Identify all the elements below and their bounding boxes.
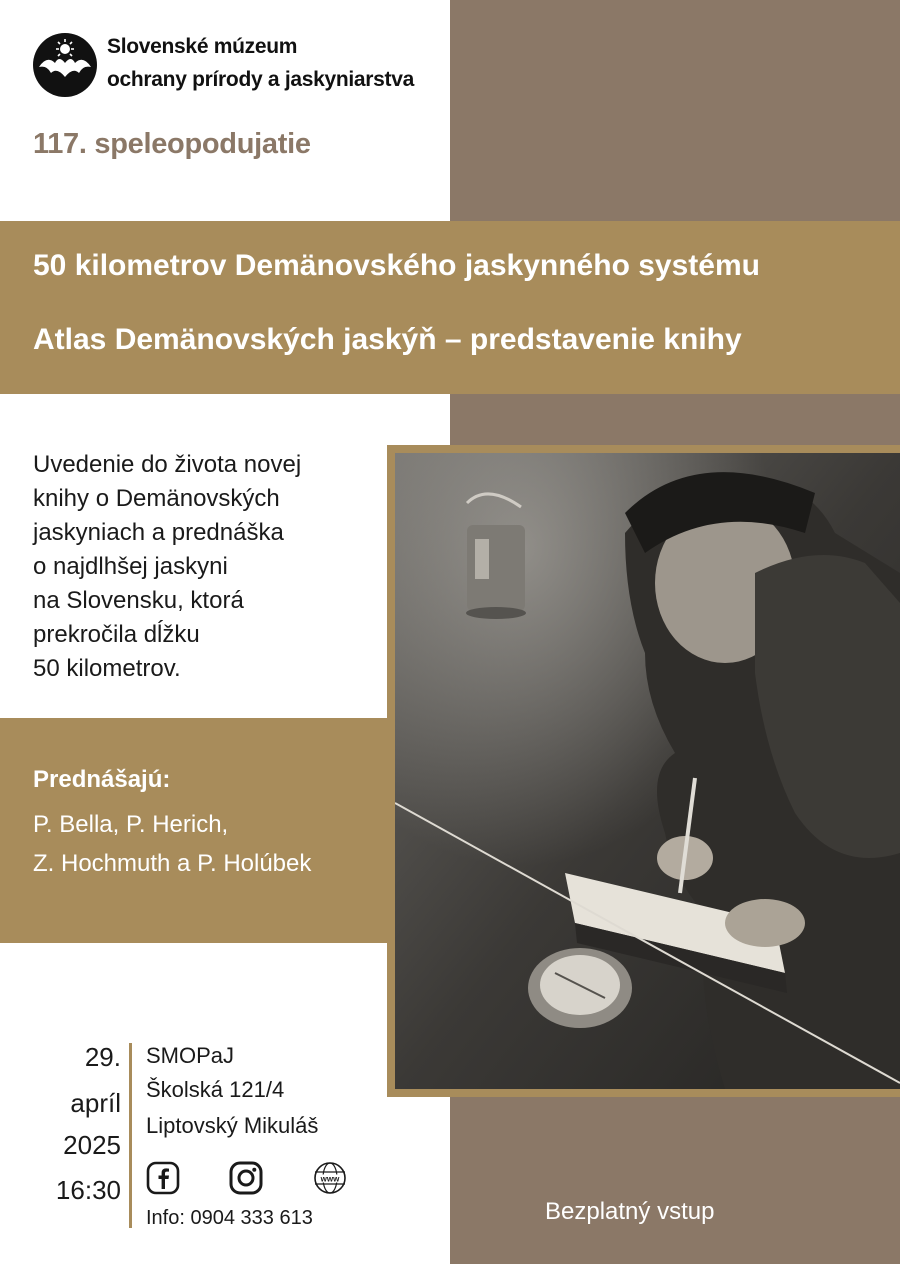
event-year: 2025	[63, 1130, 121, 1160]
venue-name: SMOPaJ	[146, 1043, 235, 1068]
venue-city: Liptovský Mikuláš	[146, 1113, 319, 1138]
title-band	[0, 221, 900, 394]
org-line-1: Slovenské múzeum	[107, 35, 298, 58]
info-phone: Info: 0904 333 613	[146, 1207, 313, 1229]
instagram-icon[interactable]	[229, 1161, 263, 1195]
org-line-2: ochrany prírody a jaskyniarstva	[107, 68, 415, 91]
event-description	[33, 448, 373, 686]
description-line: na Slovensku, ktorá	[33, 587, 244, 614]
description-line: knihy o Demänovských	[33, 485, 280, 512]
venue-street: Školská 121/4	[146, 1077, 285, 1102]
free-admission: Bezplatný vstup	[545, 1198, 715, 1225]
www-label: www	[320, 1174, 340, 1184]
organization-name	[107, 30, 414, 96]
bat-sun-logo-icon	[33, 33, 97, 97]
speakers-heading: Prednášajú:	[33, 766, 171, 793]
description-line: prekročila dĺžku	[33, 621, 200, 648]
description-line: jaskyniach a prednáška	[33, 519, 284, 546]
event-month: apríl	[70, 1088, 121, 1118]
event-time: 16:30	[55, 1175, 121, 1205]
event-subtitle: Atlas Demänovských jaskýň – predstavenie knihy	[33, 323, 742, 356]
www-globe-icon[interactable]	[313, 1161, 347, 1195]
facebook-icon[interactable]	[146, 1161, 180, 1195]
event-title: 50 kilometrov Demänovského jaskynného systému	[33, 249, 760, 282]
date-divider	[129, 1043, 132, 1228]
description-line: 50 kilometrov.	[33, 655, 181, 682]
speakers-line-1: P. Bella, P. Herich,	[33, 811, 229, 838]
event-series: 117. speleopodujatie	[33, 128, 311, 160]
caver-photo	[395, 453, 900, 1089]
description-line: o najdlhšej jaskyni	[33, 553, 228, 580]
event-day: 29.	[84, 1042, 121, 1072]
speakers-line-2: Z. Hochmuth a P. Holúbek	[33, 850, 312, 877]
description-line: Uvedenie do života novej	[33, 451, 302, 478]
